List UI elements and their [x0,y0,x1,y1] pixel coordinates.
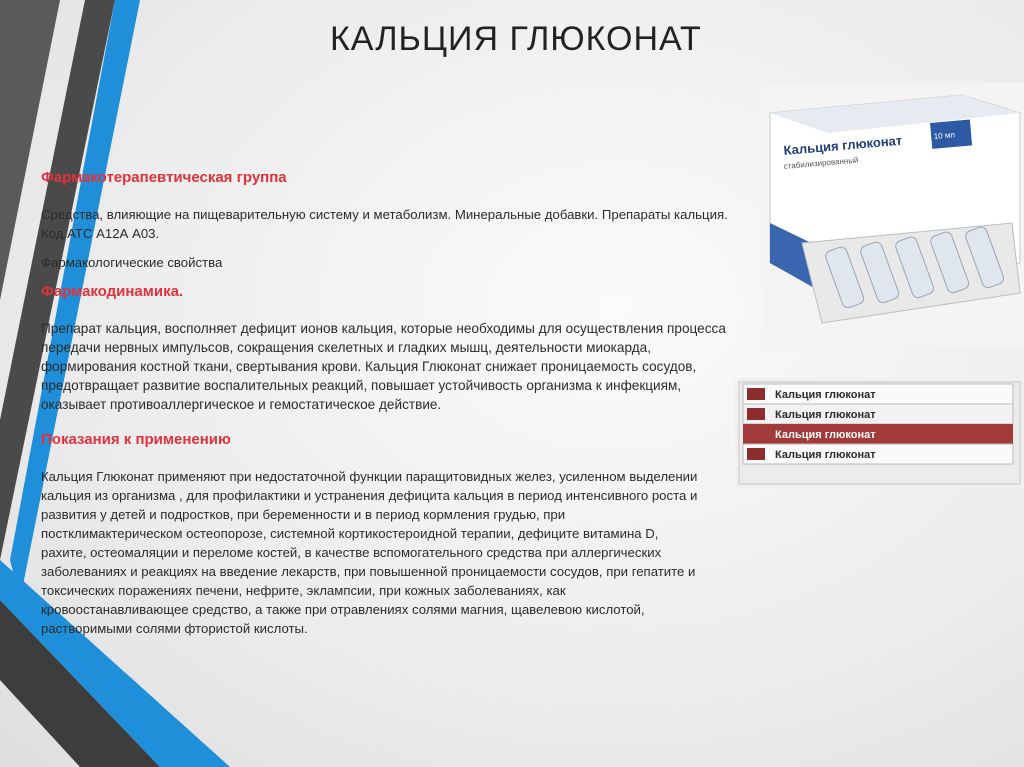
tablet-blister-photo [735,378,1024,488]
blister-label-2: Кальция глюконат [775,409,876,421]
page-title: КАЛЬЦИЯ ГЛЮКОНАТ [330,20,702,58]
blister-label-3: Кальция глюконат [775,429,876,441]
box-volume: 10 мл [933,130,956,141]
box-label: Кальция глюконат [782,132,903,158]
medicine-box-photo [762,83,1024,348]
paragraph-group-text: Средства, влияющие на пищеварительную систему и метаболизм. Минеральные добавки. Препараты кальция. Код АТС А12А А03. [41,207,728,241]
blister-label-1: Кальция глюконат [775,389,876,401]
heading-pharmacotherapeutic-group: Фармакотерапевтическая группа [41,169,287,186]
blister-label-4: Кальция глюконат [775,449,876,461]
text-content [41,168,741,654]
paragraph-pharmacological-properties: Фармакологические свойства [41,255,223,270]
box-sub: стабилизированный [783,155,859,171]
heading-pharmacodynamics: Фармакодинамика. [41,283,184,300]
paragraph-pharmacodynamics: Препарат кальция, восполняет дефицит ионов кальция, которые необходимы для осуществления процесса передачи нервных импульсов, сокращения скелетных и гладких мышц, деятельности миокарда, формирования костной ткани, свертывания крови. Кальция Глюконат снижает проницаемость сосудов, предотвращает развитие воспалительных реакций, повышает устойчивость организма к инфекциям, оказывает противоаллергическое и гемостатическое действие. [41,321,726,412]
paragraph-indications: Кальция Глюконат применяют при недостаточной функции паращитовидных желез, усиленном выделении кальция из организма , для профилактики и устранения дефицита кальция в период интенсивного роста и развития у детей и подростков, при беременности и в период кормления грудью, при постклимактерическом остеопорозе, системной кортикостероидной терапии, дефиците витамина D, рахите, остеомаляции и переломе костей, в качестве вспомогательного средства при аллергических заболеваниях и реакциях на введение лекарств, при повышенной проницаемости сосудов, при гепатите и токсических поражениях печени, нефрите, эклампсии, при кожных заболеваниях, как кровоостанавливающее средство, а также при отравлениях солями магния, щавелевою кислотой, растворимыми солями фтористой кислоты. [41,469,698,636]
heading-indications: Показания к применению [41,431,231,448]
